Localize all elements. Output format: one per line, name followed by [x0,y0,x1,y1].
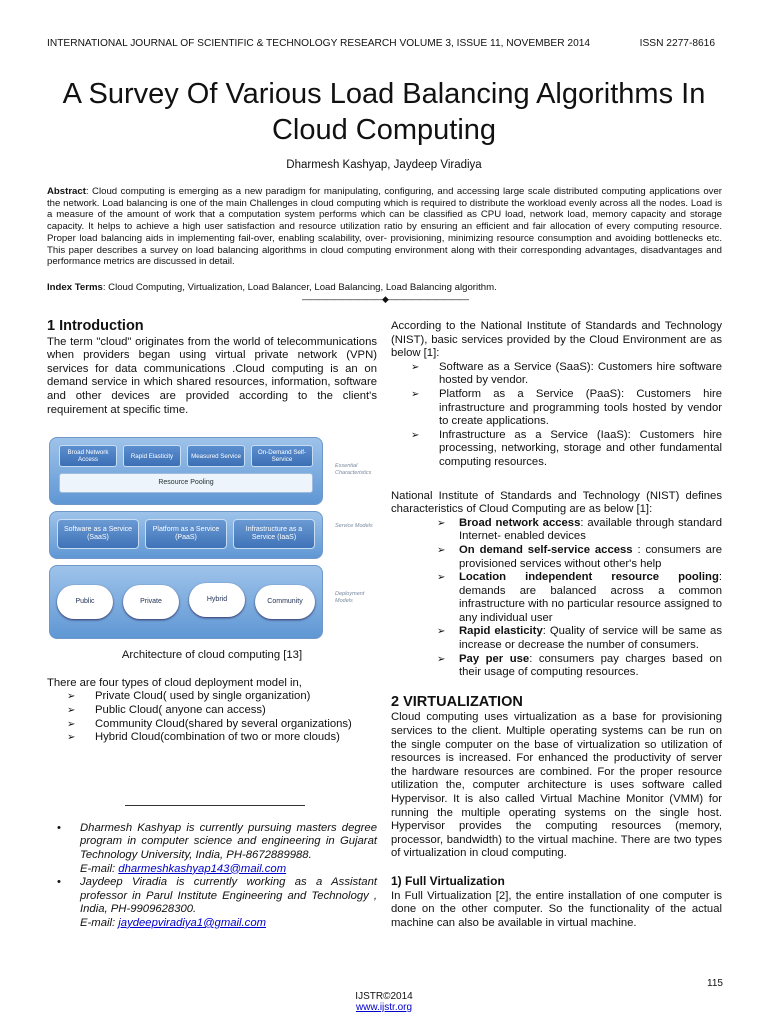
list-item: ➢ Platform as a Service (PaaS): Customers hire infrastructure and programming tools hosted by vendor to create applications. [391,388,722,429]
list-item: ➢ Community Cloud(shared by several organizations) [47,718,377,732]
label-essential: Essential Characteristics [335,463,372,477]
abstract-label: Abstract [47,186,86,197]
service-saas: Software as a Service (SaaS) [57,519,139,549]
term: Location independent resource pooling [459,571,719,584]
index-terms-label: Index Terms [47,282,103,293]
footer-link[interactable]: www.ijstr.org [355,1002,413,1013]
label-service: Service Models [335,523,373,530]
page-number: 115 [707,978,723,989]
email-label: E-mail: [80,916,119,929]
essential-box-2: Rapid Elasticity [123,445,181,467]
title-line-1: A Survey Of Various Load Balancing Algorithms In [62,78,706,110]
page-footer [0,991,768,1013]
list-item: ➢ Private Cloud( used by single organization) [47,690,377,704]
cloud-public: Public [57,585,113,619]
full-virtualization-heading: 1) Full Virtualization [391,873,505,888]
list-item: ➢ Public Cloud( anyone can access) [47,704,377,718]
desc: : consumers pay charges based on their usage of computing resources. [459,652,722,679]
footer-copyright: IJSTR©2014 [355,991,413,1002]
cloud-community: Community [255,585,315,619]
desc: : consumers are provisioned services without other's help [459,543,722,570]
running-header [47,38,715,49]
authors: Dharmesh Kashyap, Jaydeep Viradiya [286,159,482,171]
virtualization-heading: 2 VIRTUALIZATION [391,693,523,710]
bio-text: Jaydeep Viradia is currently working as a Assistant professor in Parul Institute Engineering and Technology , India, PH-9909628300. [80,876,377,916]
email-link[interactable]: dharmeshkashyap143@mail.com [118,862,287,875]
list-item [391,517,722,544]
deploy-list [47,690,377,744]
cloud-hybrid: Hybrid [189,583,245,617]
essential-box-1: Broad Network Access [59,445,117,467]
author-bios [47,822,377,931]
title-line-2: Cloud Computing [271,114,497,146]
virtualization-paragraph: Cloud computing uses virtualization as a base for provisioning services to the client. Multiple operating systems can be run on the single computer on the base of virtualization so utilization of resources is increased. For enhanced the productivity of server the hardware resources are combined. For the proper resource utilization the, computer architecture is uses software called Hypervisor. It is also called Virtual Machine Monitor (VMM) for running the multiple operating systems on the single host. Hypervisor provides the computing resources (memory, processor, bandwidth) to the virtual machine. There are two types of virtualization in cloud computing. [391,711,722,860]
index-terms [47,282,722,293]
list-item: ➢ Infrastructure as a Service (IaaS): Customers hire processing, networking, storage and other fundamental computing resources. [391,429,722,470]
intro-paragraph: The term "cloud" originates from the world of telecommunications when providers began using virtual private network (VPN) services for data communications .Cloud computing is an on demand service in which shared resources, information, software and other devices are provided according to the client's requirement at specific time. [47,335,377,416]
desc: : Quality of service will be same as increase or decrease the number of consumers. [459,625,722,652]
intro-heading: 1 Introduction [47,318,144,334]
term: Broad network access [459,516,581,529]
nist-chars-list [391,517,722,680]
bio-item [47,822,377,876]
term: On demand self-service access [459,543,633,556]
resource-pooling-box: Resource Pooling [59,473,313,493]
term: Pay per use [459,652,530,665]
cloud-private: Private [123,585,179,619]
essential-box-4: On-Demand Self-Service [251,445,313,467]
list-item [391,571,722,625]
footnote-separator [125,805,305,806]
journal-name: INTERNATIONAL JOURNAL OF SCIENTIFIC & TECHNOLOGY RESEARCH VOLUME 3, ISSUE 11, NOVEMBER 2014 [47,38,591,49]
nist-services-list [391,361,722,470]
issn: ISSN 2277-8616 [639,38,715,49]
right-column [391,320,722,930]
service-paas: Platform as a Service (PaaS) [145,519,227,549]
cloud-architecture-figure [47,435,383,639]
service-iaas: Infrastructure as a Service (IaaS) [233,519,315,549]
desc: : demands are balanced across a common infrastructure with no particular resource assigned to any individual user [459,571,722,624]
nist-chars-intro: National Institute of Standards and Technology (NIST) defines characteristics of Cloud Computing are as below [1]: [391,489,722,516]
abstract-text: : Cloud computing is emerging as a new paradigm for manipulating, configuring, and accessing large scale distributed computing applications over the network. Load balancing is one of the main Challenges in cloud computing which is required to distribute the workload evenly across all the nodes. Load is a measure of the amount of work that a computation system performs which can be classified as CPU load, network load, memory capacity and storage capacity. It helps to achieve a high user satisfaction and resource utilization ratio by ensuring an efficient and fair allocation of every computing resource. Proper load balancing aids in implementing fail-over, enabling scalability, over- provisioning, minimizing resource consumption and avoiding bottlenecks etc. This paper describes a survey on load balancing algorithms in cloud computing environment along with their corresponding advantages, disadvantages and performance metrics are discussed in detail. [47,186,722,268]
desc: : available through standard Internet- enabled devices [459,516,722,543]
list-item [391,625,722,652]
list-item: ➢ Software as a Service (SaaS): Customers hire software hosted by vendor. [391,361,722,388]
section-divider: ——————————◆—————————— [302,294,468,304]
list-item: ➢ Hybrid Cloud(combination of two or more clouds) [47,731,377,745]
paper-title [0,76,768,148]
list-item [391,544,722,571]
index-terms-text: : Cloud Computing, Virtualization, Load Balancer, Load Balancing, Load Balancing algorithm. [102,282,497,293]
nist-services-intro: According to the National Institute of Standards and Technology (NIST), basic services provided by the Cloud Environment are as below [1]: [391,320,722,360]
full-virtualization-paragraph: In Full Virtualization [2], the entire installation of one computer is done on the other computer. So the functionality of the actual machine can also be available in virtual machine. [391,889,722,929]
bio-item [47,876,377,930]
figure-caption: Architecture of cloud computing [13] [121,649,303,662]
abstract [47,186,722,268]
bio-text: Dharmesh Kashyap is currently pursuing masters degree program in computer science and engineering in Gujarat Technology University, India, PH-8672889988. [80,821,377,861]
term: Rapid elasticity [459,625,543,638]
label-deployment: Deployment Models [335,591,365,605]
essential-box-3: Measured Service [187,445,245,467]
email-link[interactable]: jaydeepviradiya1@gmail.com [118,916,267,929]
list-item [391,653,722,680]
email-label: E-mail: [80,862,119,875]
left-column [47,320,377,930]
deploy-intro: There are four types of cloud deployment model in, [47,676,302,689]
